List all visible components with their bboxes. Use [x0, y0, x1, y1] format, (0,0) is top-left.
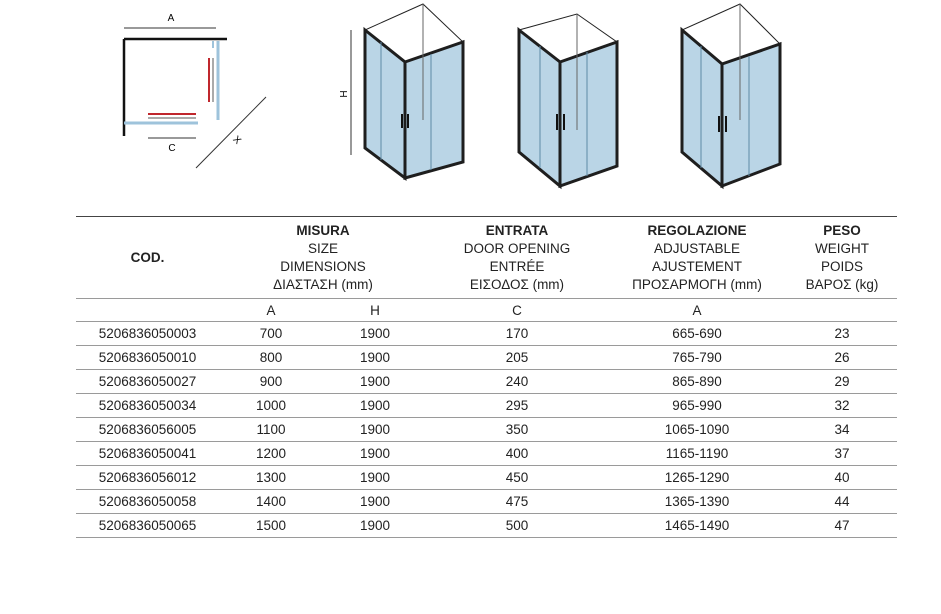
cell-adj: 1065-1090	[607, 418, 787, 442]
cell-cod: 5206836050010	[76, 346, 219, 370]
cell-peso: 23	[787, 322, 897, 346]
cell-a: 1200	[219, 442, 323, 466]
header-regolazione-it: REGOLAZIONE	[647, 222, 747, 238]
cell-h: 1900	[323, 466, 427, 490]
specification-table	[76, 216, 897, 538]
header-entrata	[427, 217, 607, 299]
cell-adj: 965-990	[607, 394, 787, 418]
cell-h: 1900	[323, 370, 427, 394]
cell-adj: 1465-1490	[607, 514, 787, 538]
header-misura-it: MISURA	[296, 222, 350, 238]
header-entrata-fr: ENTRÉE	[489, 258, 545, 274]
shower-view-2	[519, 14, 617, 186]
subheader-a: A	[219, 299, 323, 322]
cell-adj: 665-690	[607, 322, 787, 346]
table-subheader-row	[76, 299, 897, 322]
shower-view-3	[682, 4, 780, 186]
cell-a: 900	[219, 370, 323, 394]
cell-peso: 32	[787, 394, 897, 418]
cell-a: 800	[219, 346, 323, 370]
table-row	[76, 490, 897, 514]
cell-peso: 44	[787, 490, 897, 514]
cell-h: 1900	[323, 322, 427, 346]
cell-a: 1500	[219, 514, 323, 538]
cell-cod: 5206836056012	[76, 466, 219, 490]
cell-h: 1900	[323, 442, 427, 466]
cell-cod: 5206836050027	[76, 370, 219, 394]
cell-c: 295	[427, 394, 607, 418]
cell-adj: 765-790	[607, 346, 787, 370]
cell-c: 170	[427, 322, 607, 346]
cell-h: 1900	[323, 490, 427, 514]
header-misura	[219, 217, 427, 299]
cell-adj: 1165-1190	[607, 442, 787, 466]
dimension-x-line	[196, 97, 266, 168]
dimension-x-label: X	[230, 134, 243, 147]
cell-c: 500	[427, 514, 607, 538]
dimension-c-label: C	[168, 143, 176, 154]
cell-h: 1900	[323, 394, 427, 418]
cell-h: 1900	[323, 346, 427, 370]
header-cod: COD.	[130, 249, 165, 265]
cell-a: 1300	[219, 466, 323, 490]
header-misura-en: SIZE	[307, 240, 338, 256]
header-misura-gr: ΔΙΑΣΤΑΣΗ (mm)	[273, 276, 373, 292]
table-row	[76, 514, 897, 538]
cell-peso: 29	[787, 370, 897, 394]
cell-c: 350	[427, 418, 607, 442]
dimension-h-label: H	[339, 90, 350, 98]
subheader-c: C	[427, 299, 607, 322]
cell-h: 1900	[323, 514, 427, 538]
table-row	[76, 370, 897, 394]
perspective-views	[335, 0, 805, 195]
cell-peso: 34	[787, 418, 897, 442]
header-regolazione-gr: ΠΡΟΣΑΡΜΟΓΗ (mm)	[632, 276, 762, 292]
cell-cod: 5206836050003	[76, 322, 219, 346]
header-peso-fr: POIDS	[820, 258, 863, 274]
table-row	[76, 322, 897, 346]
cell-c: 450	[427, 466, 607, 490]
cell-peso: 26	[787, 346, 897, 370]
cell-a: 1000	[219, 394, 323, 418]
cell-cod: 5206836050058	[76, 490, 219, 514]
header-entrata-en: DOOR OPENING	[463, 240, 571, 256]
table-row	[76, 346, 897, 370]
table-row	[76, 442, 897, 466]
cell-c: 205	[427, 346, 607, 370]
subheader-h: H	[323, 299, 427, 322]
cell-peso: 47	[787, 514, 897, 538]
header-regolazione	[607, 217, 787, 299]
cell-c: 240	[427, 370, 607, 394]
table-header-row	[76, 217, 897, 299]
cell-h: 1900	[323, 418, 427, 442]
table-row	[76, 418, 897, 442]
cell-a: 1100	[219, 418, 323, 442]
header-entrata-gr: ΕΙΣΟΔΟΣ (mm)	[469, 276, 565, 292]
subheader-empty-2	[787, 299, 897, 322]
table-row	[76, 466, 897, 490]
cell-adj: 1365-1390	[607, 490, 787, 514]
header-peso	[787, 217, 897, 299]
header-regolazione-en: ADJUSTABLE	[653, 240, 741, 256]
cell-peso: 40	[787, 466, 897, 490]
cell-cod: 5206836050041	[76, 442, 219, 466]
cell-peso: 37	[787, 442, 897, 466]
header-regolazione-fr: AJUSTEMENT	[651, 258, 742, 274]
cell-cod: 5206836050065	[76, 514, 219, 538]
shower-view-1	[365, 4, 463, 178]
header-misura-fr: DIMENSIONS	[280, 258, 366, 274]
header-entrata-it: ENTRATA	[485, 222, 549, 238]
header-peso-gr: ΒΑΡΟΣ (kg)	[805, 276, 879, 292]
header-peso-it: PESO	[823, 222, 861, 238]
subheader-empty	[76, 299, 219, 322]
cell-adj: 865-890	[607, 370, 787, 394]
cell-c: 400	[427, 442, 607, 466]
cell-a: 1400	[219, 490, 323, 514]
cell-cod: 5206836056005	[76, 418, 219, 442]
subheader-adj: A	[607, 299, 787, 322]
cell-a: 700	[219, 322, 323, 346]
header-peso-en: WEIGHT	[815, 240, 869, 256]
cell-adj: 1265-1290	[607, 466, 787, 490]
dimension-a-label: A	[167, 13, 175, 24]
cell-cod: 5206836050034	[76, 394, 219, 418]
floor-plan-diagram	[112, 8, 282, 178]
cell-c: 475	[427, 490, 607, 514]
table-row	[76, 394, 897, 418]
